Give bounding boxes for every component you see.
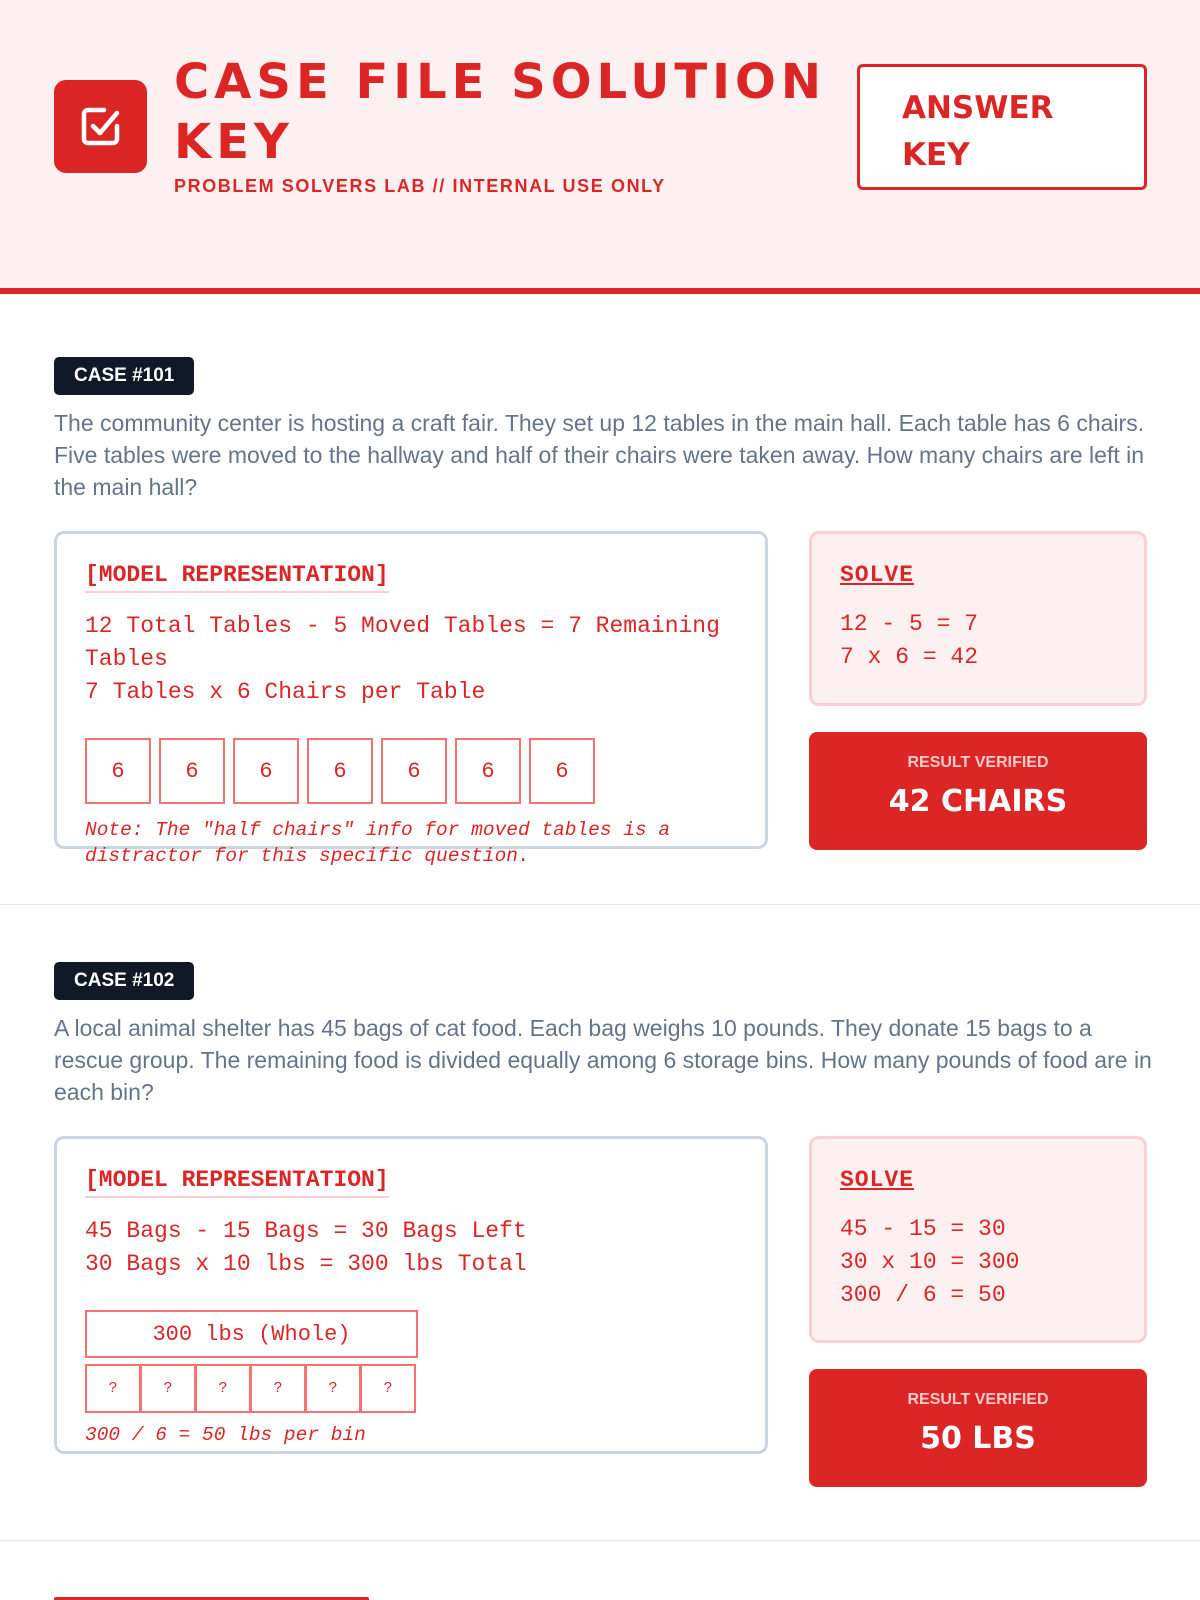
model-title: [MODEL REPRESENTATION]: [85, 1167, 389, 1198]
checkbox-icon: [76, 102, 125, 151]
value-box: 6: [159, 738, 225, 804]
result-value: 42 CHAIRS: [888, 784, 1068, 819]
model-note: 300 / 6 = 50 lbs per bin: [85, 1424, 366, 1446]
part-box: ?: [85, 1364, 141, 1413]
logo-badge: [54, 80, 147, 173]
section-divider: [0, 904, 1200, 905]
parts-bar: [85, 1364, 416, 1413]
solve-card: [809, 531, 1147, 706]
page-header: [0, 0, 1200, 294]
model-lines: [85, 1215, 745, 1281]
result-label: RESULT VERIFIED: [907, 754, 1049, 771]
solve-line: 12 - 5 = 7: [840, 611, 979, 637]
case-problem: A local animal shelter has 45 bags of cat food. Each bag weighs 10 pounds. They donate 15 bags to a rescue group. The remaining food is divided equally among 6 storage bins. How many pounds of food are in each bin?: [54, 1015, 1152, 1105]
whole-box: 300 lbs (Whole): [85, 1310, 418, 1358]
page-subtitle: PROBLEM SOLVERS LAB // INTERNAL USE ONLY: [174, 176, 666, 196]
solve-line: 30 x 10 = 300: [840, 1249, 1020, 1275]
value-box: 6: [307, 738, 373, 804]
model-representation-card: [54, 1136, 768, 1454]
part-box: ?: [195, 1364, 251, 1413]
model-lines: [85, 610, 745, 709]
model-note: Note: The "half chairs" info for moved tables is a distractor for this specific question.: [85, 819, 671, 867]
case-badge: CASE #101: [54, 357, 194, 395]
section-divider: [0, 1540, 1200, 1541]
part-box: ?: [360, 1364, 416, 1413]
result-value: 50 LBS: [920, 1421, 1036, 1456]
result-label: RESULT VERIFIED: [907, 1391, 1049, 1408]
solve-line: 45 - 15 = 30: [840, 1216, 1006, 1242]
model-line: 12 Total Tables - 5 Moved Tables = 7 Remaining Tables: [85, 613, 720, 672]
whole-bar: [85, 1310, 418, 1358]
case-badge: CASE #102: [54, 962, 194, 1000]
solve-card: [809, 1136, 1147, 1343]
solve-title: SOLVE: [840, 1167, 915, 1193]
model-line: 45 Bags - 15 Bags = 30 Bags Left: [85, 1218, 527, 1244]
stamp-label: ANSWER KEY: [902, 90, 1054, 173]
value-box: 6: [381, 738, 447, 804]
value-box: 6: [455, 738, 521, 804]
model-line: 7 Tables x 6 Chairs per Table: [85, 679, 486, 705]
model-line: 30 Bags x 10 lbs = 300 lbs Total: [85, 1251, 527, 1277]
part-box: ?: [305, 1364, 361, 1413]
solve-lines: [840, 1213, 1019, 1312]
solve-line: 300 / 6 = 50: [840, 1282, 1006, 1308]
solve-line: 7 x 6 = 42: [840, 644, 979, 670]
solve-lines: [840, 608, 978, 674]
model-title: [MODEL REPRESENTATION]: [85, 562, 389, 593]
chair-box-row: [85, 738, 595, 804]
value-box: 6: [529, 738, 595, 804]
value-box: 6: [85, 738, 151, 804]
solve-title: SOLVE: [840, 562, 915, 588]
page-title: CASE FILE SOLUTION KEY: [174, 54, 826, 170]
result-card: [809, 1369, 1147, 1487]
model-representation-card: [54, 531, 768, 867]
value-box: 6: [233, 738, 299, 804]
result-card: [809, 732, 1147, 850]
case-problem: The community center is hosting a craft fair. They set up 12 tables in the main hall. Each table has 6 chairs. Five tables were moved to the hallway and half of their chairs were taken away. How many chairs are left in the main hall?: [54, 410, 1145, 500]
answer-key-stamp: [857, 64, 1147, 190]
part-box: ?: [250, 1364, 306, 1413]
part-box: ?: [140, 1364, 196, 1413]
